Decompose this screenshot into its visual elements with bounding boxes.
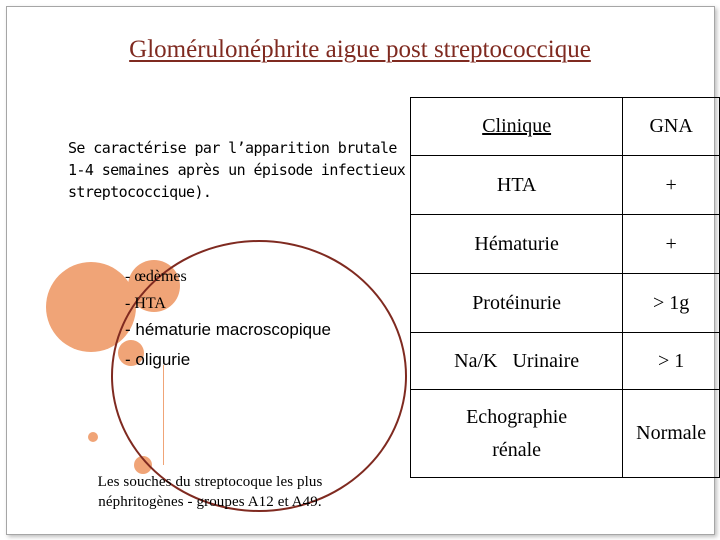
symptom-oedemes: - œdèmes — [125, 268, 187, 285]
footer-note — [30, 472, 390, 512]
symptom-hematurie: - hématurie macroscopique — [125, 320, 331, 339]
decorative-dot — [88, 432, 98, 442]
clinical-table — [410, 97, 720, 478]
table-row — [411, 390, 720, 478]
table-row — [411, 215, 720, 274]
row-label-echographie: Echographie rénale — [411, 390, 623, 478]
row-value-nak: > 1 — [623, 333, 720, 390]
row-label-nak: Na/K Urinaire — [411, 333, 623, 390]
row-label-hta: HTA — [411, 156, 623, 215]
symptom-hta: - HTA — [125, 295, 166, 312]
table-row — [411, 274, 720, 333]
row-label-hematurie: Hématurie — [411, 215, 623, 274]
footer-line-1: Les souches du streptocoque les plus — [97, 474, 323, 490]
header-clinique-label: Clinique — [482, 115, 552, 137]
table-row — [411, 156, 720, 215]
row-value-hematurie: + — [623, 215, 720, 274]
row-value-proteinurie: > 1g — [623, 274, 720, 333]
row-value-echographie: Normale — [623, 390, 720, 478]
row-label-proteinurie: Protéinurie — [411, 274, 623, 333]
row-value-hta: + — [623, 156, 720, 215]
table-header-row — [411, 98, 720, 156]
header-gna: GNA — [623, 98, 720, 156]
footer-line-2: néphritogènes - groupes A12 et A49. — [98, 494, 322, 510]
intro-text: Se caractérise par l’apparition brutale 1-4 semaines après un épisode infectieux streptococcique). — [68, 139, 406, 201]
symptom-oligurie: - oligurie — [125, 350, 191, 369]
header-clinique — [411, 98, 623, 156]
slide-title: Glomérulonéphrite aigue post streptococcique — [129, 36, 591, 63]
table-row — [411, 333, 720, 390]
